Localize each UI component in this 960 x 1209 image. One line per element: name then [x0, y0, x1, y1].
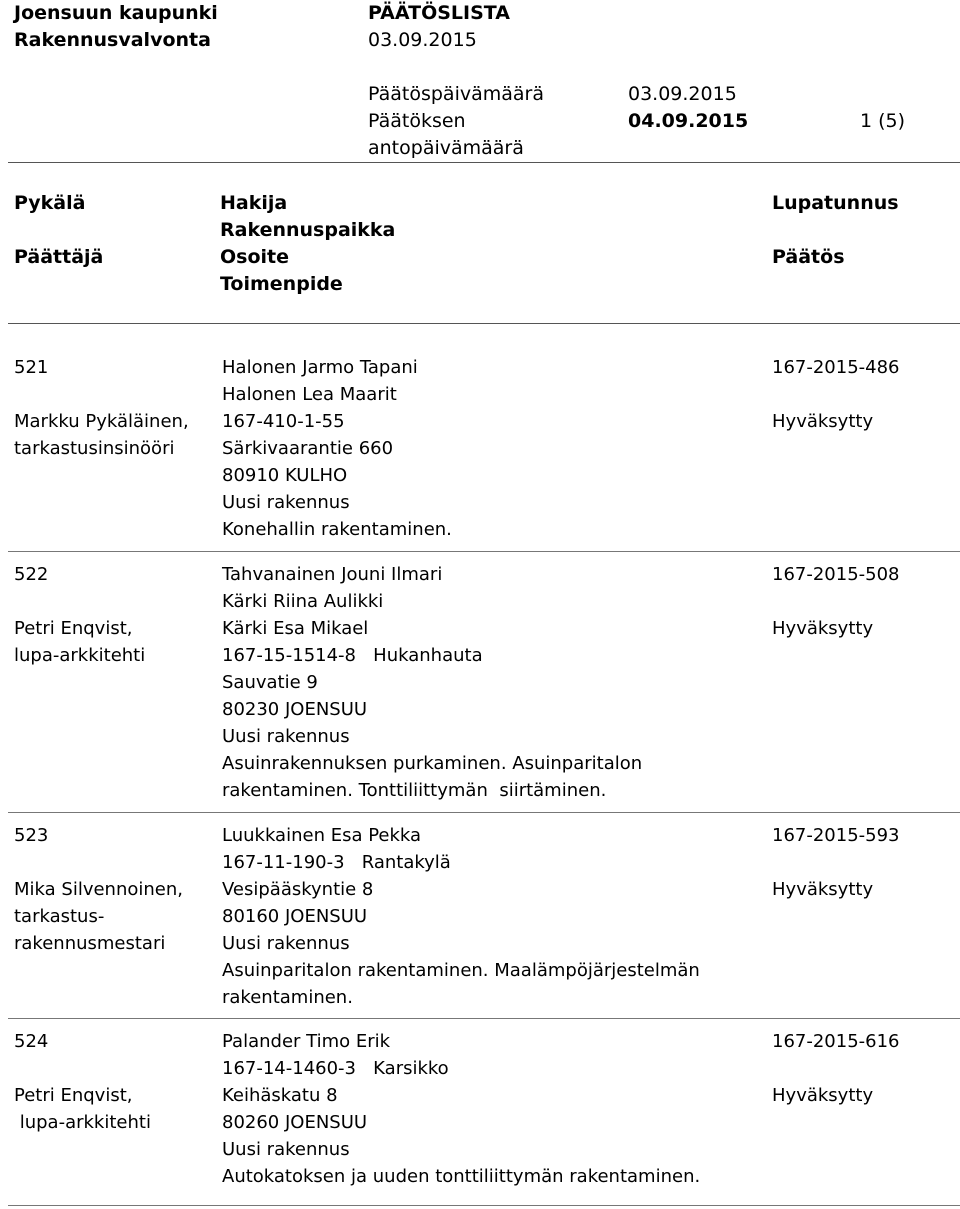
row-decision: Hyväksytty [772, 411, 874, 432]
column-header-section: Pykälä [14, 192, 86, 214]
document-date: 03.09.2015 [368, 29, 477, 51]
decision-date: 03.09.2015 [628, 83, 737, 105]
decision-date-label: Päätöspäivämäärä [368, 83, 544, 105]
row-divider [8, 1205, 960, 1206]
header-divider [8, 162, 960, 163]
column-header-address: Osoite [220, 246, 289, 268]
row-divider [8, 812, 960, 813]
issue-date-label-cont: antopäivämäärä [368, 137, 524, 159]
column-header-site: Rakennuspaikka [220, 219, 396, 241]
column-header-action: Toimenpide [220, 273, 343, 295]
row-details: Palander Timo Erik 167-14-1460-3 Karsikko Keihäskatu 8 80260 JOENSUU Uusi rakennus Autokatoksen ja uuden tonttiliittymän rakentaminen. [222, 1031, 701, 1187]
row-decider: Petri Enqvist, lupa-arkkitehti [14, 618, 146, 666]
row-decider: Markku Pykäläinen, tarkastusinsinööri [14, 411, 189, 459]
row-divider [8, 551, 960, 552]
column-header-decision: Päätös [772, 246, 845, 268]
row-decision: Hyväksytty [772, 618, 874, 639]
row-permit-id: 167-2015-616 [772, 1031, 900, 1052]
row-permit-id: 167-2015-508 [772, 564, 900, 585]
column-header-decider: Päättäjä [14, 246, 104, 268]
issue-date: 04.09.2015 [628, 110, 749, 132]
department-name: Rakennusvalvonta [14, 29, 211, 51]
issue-date-label: Päätöksen [368, 110, 466, 132]
row-section: 524 [14, 1031, 49, 1052]
organization-name: Joensuun kaupunki [14, 2, 218, 24]
row-section: 523 [14, 825, 49, 846]
row-section: 521 [14, 357, 49, 378]
column-header-permit-id: Lupatunnus [772, 192, 899, 214]
row-decision: Hyväksytty [772, 1085, 874, 1106]
row-divider [8, 1018, 960, 1019]
row-details: Tahvanainen Jouni Ilmari Kärki Riina Aulikki Kärki Esa Mikael 167-15-1514-8 Hukanhauta Sauvatie 9 80230 JOENSUU Uusi rakennus Asuinrakennuksen purkaminen. Asuinparitalon rakentaminen. Tonttiliittymän siirtäminen. [222, 564, 643, 801]
row-decision: Hyväksytty [772, 879, 874, 900]
row-decider: Mika Silvennoinen, tarkastus- rakennusmestari [14, 879, 183, 954]
row-decider: Petri Enqvist, lupa-arkkitehti [14, 1085, 151, 1133]
page-number: 1 (5) [860, 110, 906, 132]
row-permit-id: 167-2015-593 [772, 825, 900, 846]
column-header-applicant: Hakija [220, 192, 288, 214]
row-details: Luukkainen Esa Pekka 167-11-190-3 Rantakylä Vesipääskyntie 8 80160 JOENSUU Uusi rakennus Asuinparitalon rakentaminen. Maalämpöjärjestelmän rakentaminen. [222, 825, 700, 1008]
table-header-divider [8, 323, 960, 324]
document-title: PÄÄTÖSLISTA [368, 2, 510, 24]
row-permit-id: 167-2015-486 [772, 357, 900, 378]
row-details: Halonen Jarmo Tapani Halonen Lea Maarit 167-410-1-55 Särkivaarantie 660 80910 KULHO Uusi rakennus Konehallin rakentaminen. [222, 357, 452, 540]
row-section: 522 [14, 564, 49, 585]
